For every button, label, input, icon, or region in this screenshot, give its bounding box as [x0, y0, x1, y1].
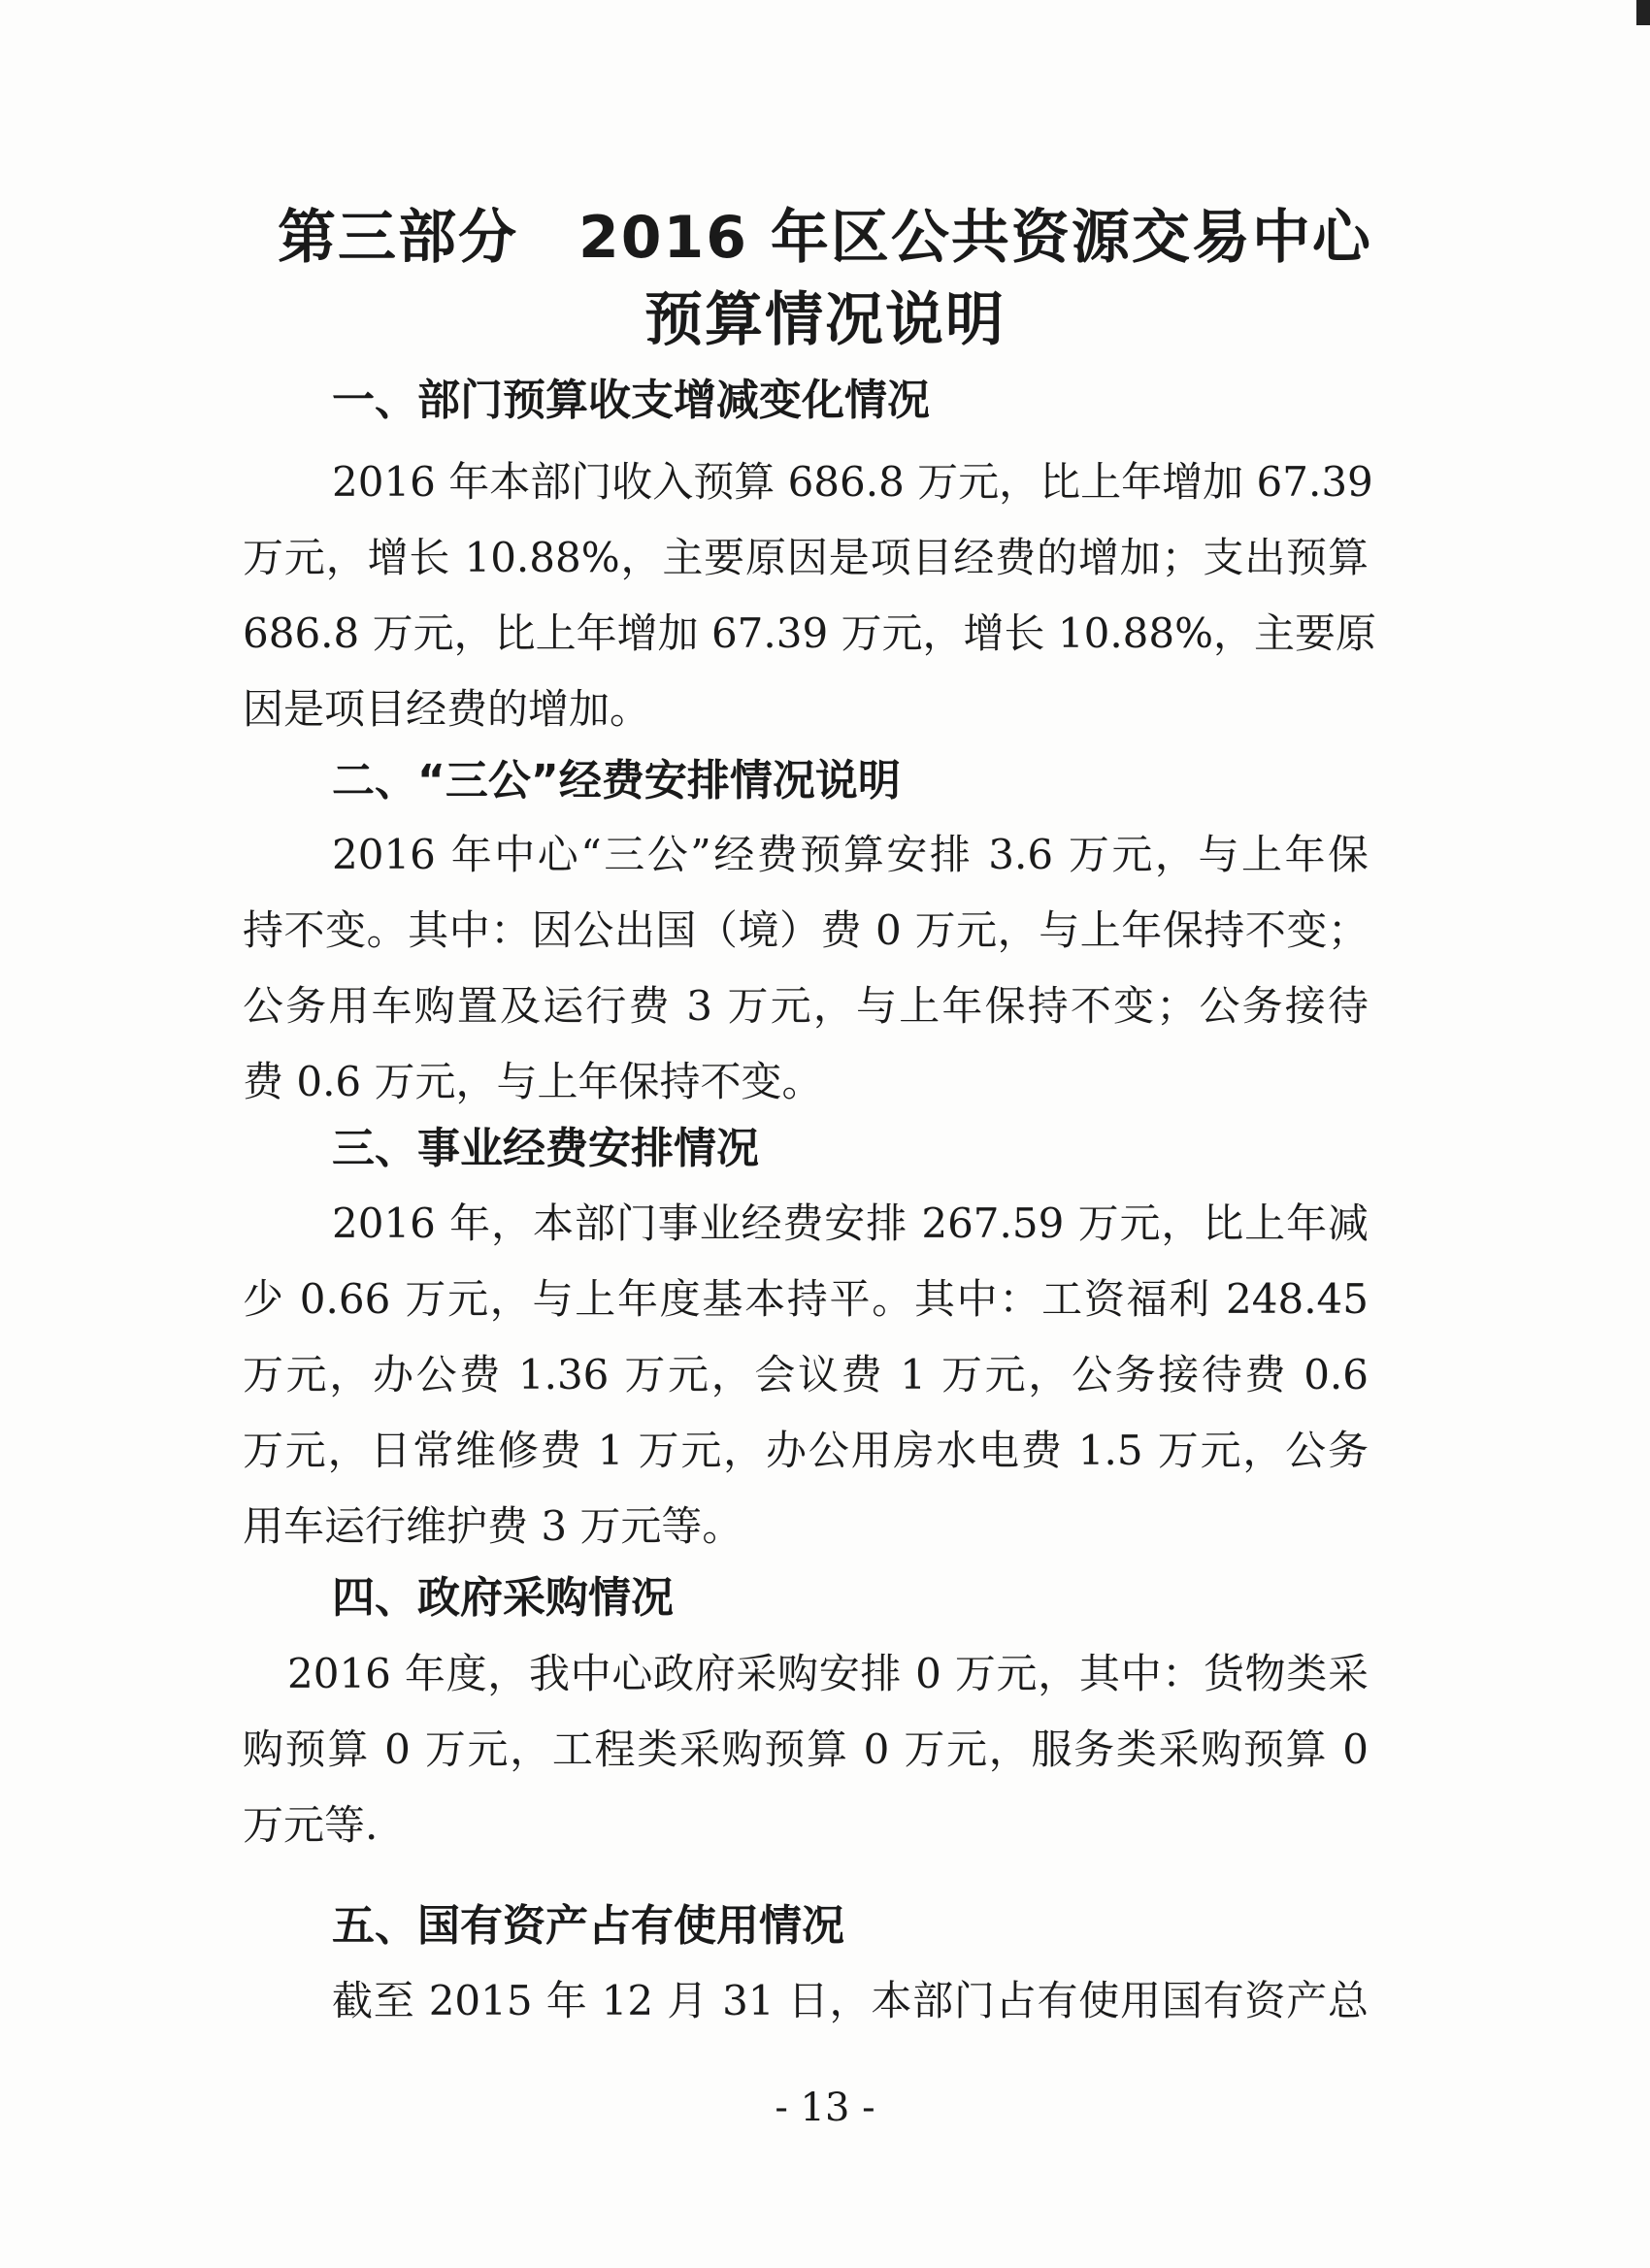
body-line: 购预算 0 万元，工程类采购预算 0 万元，服务类采购预算 0 [243, 1726, 1369, 1773]
section-heading-3: 三、事业经费安排情况 [332, 1124, 759, 1173]
body-line: 截至 2015 年 12 月 31 日，本部门占有使用国有资产总 [332, 1977, 1369, 2024]
section-heading-1: 一、部门预算收支增减变化情况 [332, 376, 930, 425]
body-line: 万元，增长 10.88%，主要原因是项目经费的增加；支出预算 [243, 534, 1369, 581]
page-number: - 13 - [775, 2086, 875, 2130]
section-heading-2: 二、“三公”经费安排情况说明 [332, 756, 901, 805]
body-line: 费 0.6 万元，与上年保持不变。 [243, 1058, 823, 1105]
section-heading-5: 五、国有资产占有使用情况 [332, 1901, 844, 1951]
body-line: 因是项目经费的增加。 [243, 685, 651, 733]
body-line: 686.8 万元，比上年增加 67.39 万元，增长 10.88%，主要原 [243, 609, 1377, 657]
body-line: 2016 年中心“三公”经费预算安排 3.6 万元，与上年保 [332, 831, 1369, 878]
body-line: 万元，办公费 1.36 万元，会议费 1 万元，公务接待费 0.6 [243, 1351, 1369, 1398]
body-line: 万元，日常维修费 1 万元，办公用房水电费 1.5 万元，公务 [243, 1427, 1369, 1474]
body-line: 2016 年度，我中心政府采购安排 0 万元，其中：货物类采 [287, 1650, 1369, 1697]
body-line: 公务用车购置及运行费 3 万元，与上年保持不变；公务接待 [243, 982, 1369, 1030]
scan-edge-mark [1636, 0, 1650, 25]
section-body-5 [243, 1963, 1369, 2039]
body-line: 少 0.66 万元，与上年度基本持平。其中：工资福利 248.45 [243, 1275, 1369, 1323]
section-body-4 [243, 1636, 1369, 1863]
section-body-1 [243, 444, 1377, 747]
body-line: 2016 年，本部门事业经费安排 267.59 万元，比上年减 [332, 1200, 1369, 1247]
section-body-3 [243, 1186, 1369, 1564]
body-line: 万元等. [243, 1801, 379, 1849]
body-line: 2016 年本部门收入预算 686.8 万元，比上年增加 67.39 [332, 458, 1373, 506]
section-body-2 [243, 817, 1369, 1120]
section-heading-4: 四、政府采购情况 [332, 1573, 674, 1623]
document-title-line-2: 预算情况说明 [644, 286, 1006, 354]
body-line: 用车运行维护费 3 万元等。 [243, 1502, 743, 1550]
document-title-line-1: 第三部分 2016 年区公共资源交易中心 [278, 204, 1372, 272]
body-line: 持不变。其中：因公出国（境）费 0 万元，与上年保持不变； [243, 906, 1369, 954]
